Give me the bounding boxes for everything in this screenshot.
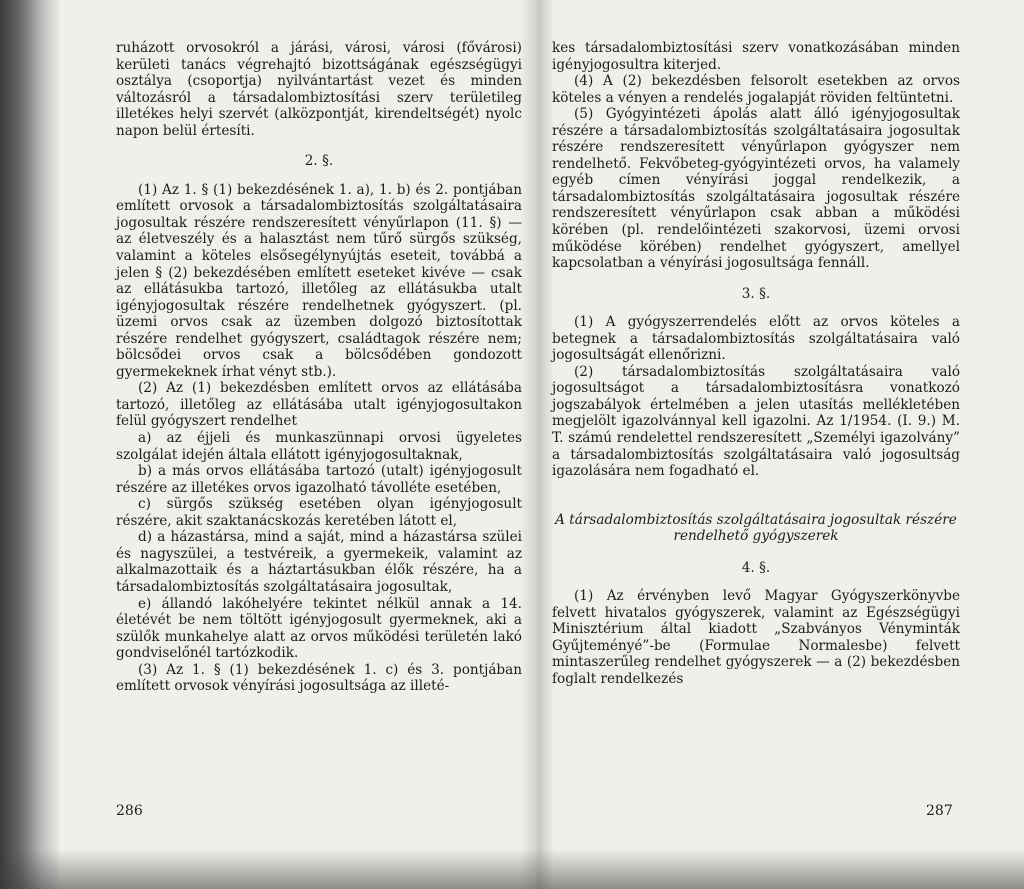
paragraph: (1) Az 1. § (1) bekezdésének 1. a), 1. b) és 2. pontjában említett orvosok a társadalombiztosítás szolgáltatásaira jogosultak részére rendszeresített vényűrlapon (11. §) — az életveszély és a halasztást nem tűrő sürgős szükség, valamint a köteles elsősegélynyújtás eseteit, továbbá a jelen § (2) bekezdésében említett eseteket kivéve — csak az ellátásukba tartozó, illetőleg az ellátásukba utalt igényjogosultak részére rendelhetnek gyógyszert. (pl. üzemi orvos csak az üzemben dolgozó biztosítottak részére rendelhet gyógyszert, családtagok részére nem; bölcsődei orvos csak a bölcsődében gondozott gyermekeknek írhat vényt stb.). [116,181,522,380]
paragraph: d) a házastársa, mind a saját, mind a házastársa szülei és nagyszülei, a testvéreik, a gyermekeik, valamint az alkalmazottaik és a háztartásukban élők részére, ha a társadalombiztosítás szolgáltatásaira jogosultak, [116,529,522,595]
paragraph: (1) Az érvényben levő Magyar Gyógyszerkönyvbe felvett hivatalos gyógyszerek, valamint az Egészségügyi Minisztérium által kiadott „Szabványos Vényminták Gyűjteményé”-be (Formulae Normalesbe) felvett mintaszerűleg rendelhet gyógyszerek — a (2) bekezdésben foglalt rendelkezés [552,588,960,687]
paragraph: a) az éjjeli és munkaszünnapi orvosi ügyeletes szolgálat idején általa ellátott igényjogosultaknak, [116,430,522,463]
section-title: 4. §. [741,559,771,576]
scan-edge-shadow [0,849,1024,889]
paragraph: ruházott orvosokról a járási, városi, városi (fővárosi) kerületi tanács végrehajtó bizottságának egészségügyi osztálya (csoportja) nyilvántartást vezet és minden változásról a társadalombiztosítási szerv területileg illetékes helyi szervét (alközpontját, kirendeltségét) nyolc napon belül értesíti. [116,40,522,139]
paragraph: (3) Az 1. § (1) bekezdésének 1. c) és 3. pontjában említett orvosok vényírási jogosultsága az illeté- [116,661,522,695]
page-number-left: 286 [116,803,143,819]
right-page [552,40,960,688]
paragraph: kes társadalombiztosítási szerv vonatkozásában minden igényjogosultra kiterjed. [552,40,960,73]
chapter-heading: A társadalombiztosítás szolgáltatásaira jogosultak részére rendelhető gyógyszerek [555,511,957,544]
left-page [116,40,522,695]
paragraph: b) a más orvos ellátásába tartozó (utalt) igényjogosult részére az illetékes orvos igazolható távolléte esetében, [116,463,522,496]
page-number-right: 287 [926,803,953,819]
paragraph: (4) A (2) bekezdésben felsorolt esetekben az orvos köteles a vényen a rendelés jogalapját röviden feltüntetni. [552,73,960,106]
paragraph: (5) Gyógyintézeti ápolás alatt álló igényjogosultak részére a társadalombiztosítás szolgáltatásaira jogosultak részére rendszeresített vényűrlapon gyógyszer nem rendelhető. Fekvőbeteg-gyógyintézeti orvos, ha valamely egyéb címen vényírási joggal rendelkezik, a társadalombiztosítás szolgáltatásaira jogosultak részére rendszeresített vényűrlapon csak abban a működési körében (pl. rendelőintézeti szakorvosi, üzemi orvosi működése körében) rendelhet gyógyszert, amellyel kapcsolatban a vényírási jogosultsága fennáll. [552,106,960,272]
paragraph: (2) Az (1) bekezdésben említett orvos az ellátásába tartozó, illetőleg az ellátásába utalt igényjogosultakon felül gyógyszert rendelhet [116,380,522,430]
section-title: 3. §. [741,285,771,302]
paragraph: e) állandó lakóhelyére tekintet nélkül annak a 14. életévét be nem töltött igényjogosult gyermeknek, aki a szülők munkahelye alatt az orvos működési területén lakó gondviselőnél tartózkodik. [116,595,522,662]
book-binding-shadow [0,0,60,889]
paragraph: (1) A gyógyszerrendelés előtt az orvos köteles a betegnek a társadalombiztosítás szolgáltatásaira való jogosultságát ellenőrizni. [552,314,960,364]
page-gutter [520,0,554,889]
paragraph: (2) társadalombiztosítás szolgáltatásaira való jogosultságot a társadalombiztosításra vonatkozó jogszabályok értelmében a jelen utasítás mellékletében megjelölt igazolvánnyal kell igazolni. Az 1/1954. (I. 9.) M. T. számú rendelettel rendszeresített „Személyi igazolvány” a társadalombiztosítás szolgáltatásaira való jogosultság igazolására nem fogadható el. [552,363,960,480]
paragraph: c) sürgős szükség esetében olyan igényjogosult részére, akit szaktanácskozás keretében látott el, [116,496,522,529]
section-title: 2. §. [304,153,334,170]
